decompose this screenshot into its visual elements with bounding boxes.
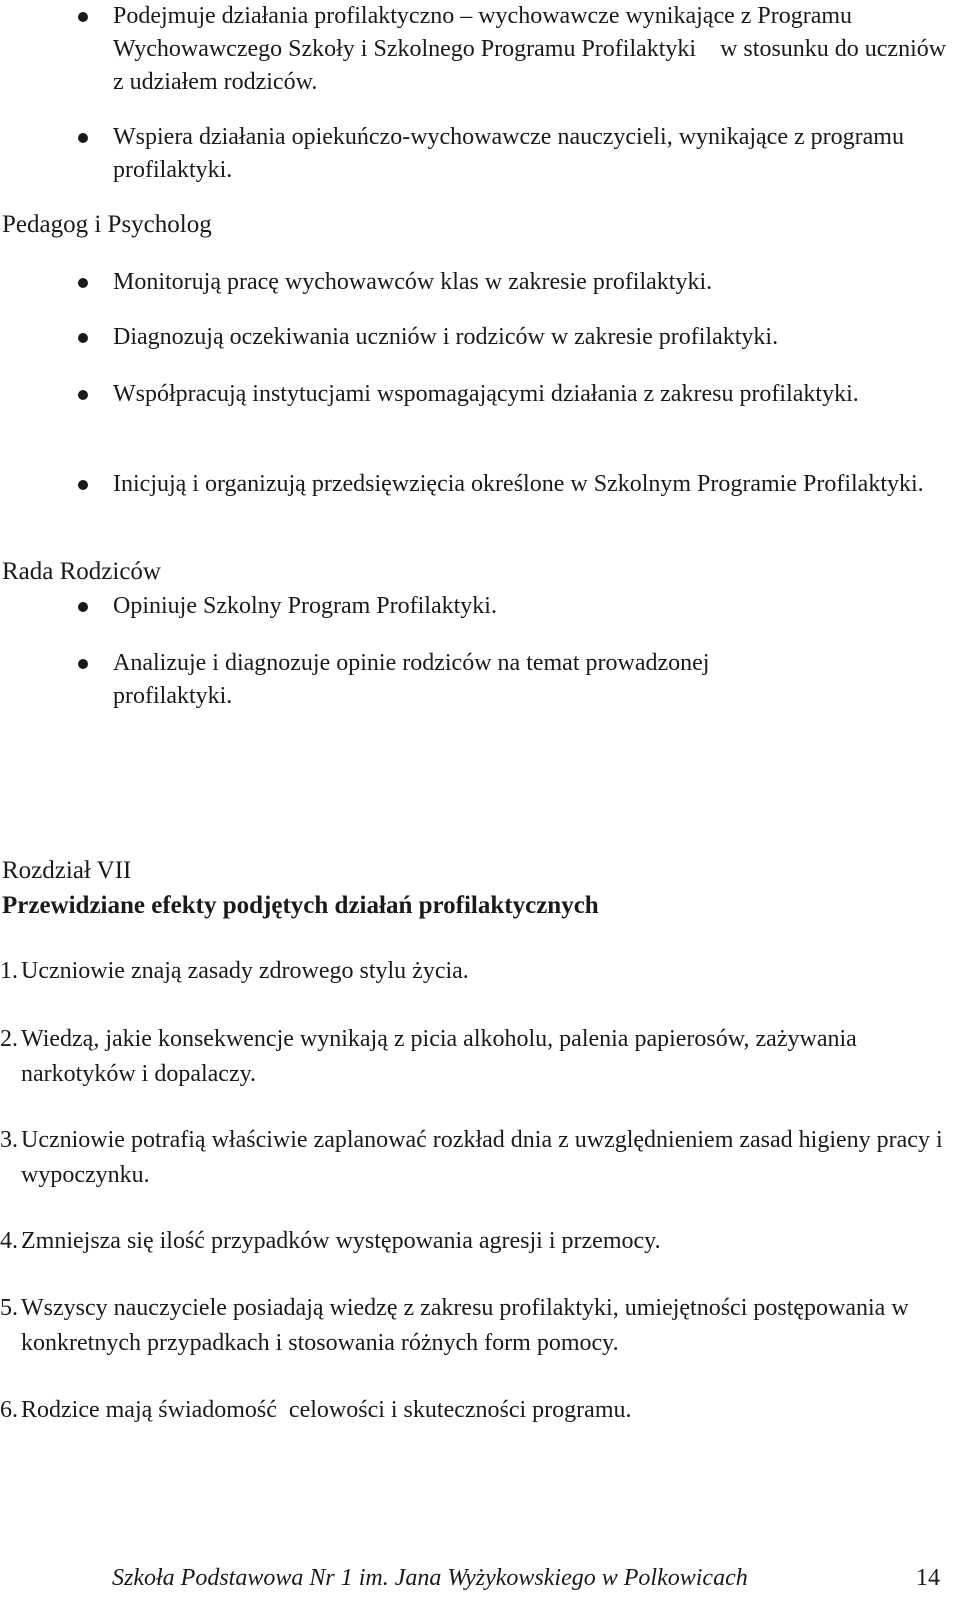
list-item-text: Monitorują pracę wychowawców klas w zakresie profilaktyki. xyxy=(113,269,713,295)
bullet-icon xyxy=(78,602,88,612)
bullet-icon xyxy=(78,12,88,22)
item-number: 5. xyxy=(0,1295,18,1321)
page-number: 14 xyxy=(916,1565,940,1591)
list-item-text: Współpracują instytucjami wspomagającymi działania z zakresu profilaktyki. xyxy=(113,381,859,407)
section-heading-rada: Rada Rodziców xyxy=(2,558,161,585)
item-number: 2. xyxy=(0,1026,18,1052)
item-text: Uczniowie znają zasady zdrowego stylu życia. xyxy=(21,958,469,984)
bullet-icon xyxy=(78,480,88,490)
item-text: Wiedzą, jakie konsekwencje wynikają z picia alkoholu, palenia papierosów, zażywania narkotyków i dopalaczy. xyxy=(21,1026,863,1087)
list-item-text: Analizuje i diagnozuje opinie rodziców na temat prowadzonej profilaktyki. xyxy=(113,650,716,709)
bullet-icon xyxy=(78,333,88,343)
list-item-text: Opiniuje Szkolny Program Profilaktyki. xyxy=(113,593,497,619)
item-text: Uczniowie potrafią właściwie zaplanować rozkład dnia z uwzględnieniem zasad higieny pracy i wypoczynku. xyxy=(21,1127,949,1188)
chapter-title: Przewidziane efekty podjętych działań profilaktycznych xyxy=(2,892,599,919)
chapter-number: Rozdział VII xyxy=(2,857,132,884)
item-number: 1. xyxy=(0,958,18,984)
item-text: Zmniejsza się ilość przypadków występowania agresji i przemocy. xyxy=(21,1228,661,1254)
list-item-text: Diagnozują oczekiwania uczniów i rodziców w zakresie profilaktyki. xyxy=(113,324,779,350)
bullet-icon xyxy=(78,278,88,288)
bullet-icon xyxy=(78,390,88,400)
item-number: 6. xyxy=(0,1397,18,1423)
item-text: Wszyscy nauczyciele posiadają wiedzę z zakresu profilaktyki, umiejętności postępowania w konkretnych przypadkach i stosowania różnych form pomocy. xyxy=(21,1295,915,1356)
item-text: Rodzice mają świadomość celowości i skuteczności programu. xyxy=(21,1397,632,1423)
list-item-text: Wspiera działania opiekuńczo-wychowawcze nauczycieli, wynikające z programu profilaktyki. xyxy=(113,124,910,183)
page-footer xyxy=(0,1563,960,1593)
footer-school-name: Szkoła Podstawowa Nr 1 im. Jana Wyżykowskiego w Polkowicach xyxy=(112,1565,748,1591)
item-number: 3. xyxy=(0,1127,18,1153)
bullet-icon xyxy=(78,133,88,143)
section-heading-pedagog: Pedagog i Psycholog xyxy=(2,211,212,238)
list-item-text: Podejmuje działania profilaktyczno – wychowawcze wynikające z Programu Wychowawczego Szkoły i Szkolnego Programu Profilaktyki w stosunku do uczniów z udziałem rodziców. xyxy=(113,3,953,95)
item-number: 4. xyxy=(0,1228,18,1254)
bullet-icon xyxy=(78,659,88,669)
list-item-text: Inicjują i organizują przedsięwzięcia określone w Szkolnym Programie Profilaktyki. xyxy=(113,471,924,497)
